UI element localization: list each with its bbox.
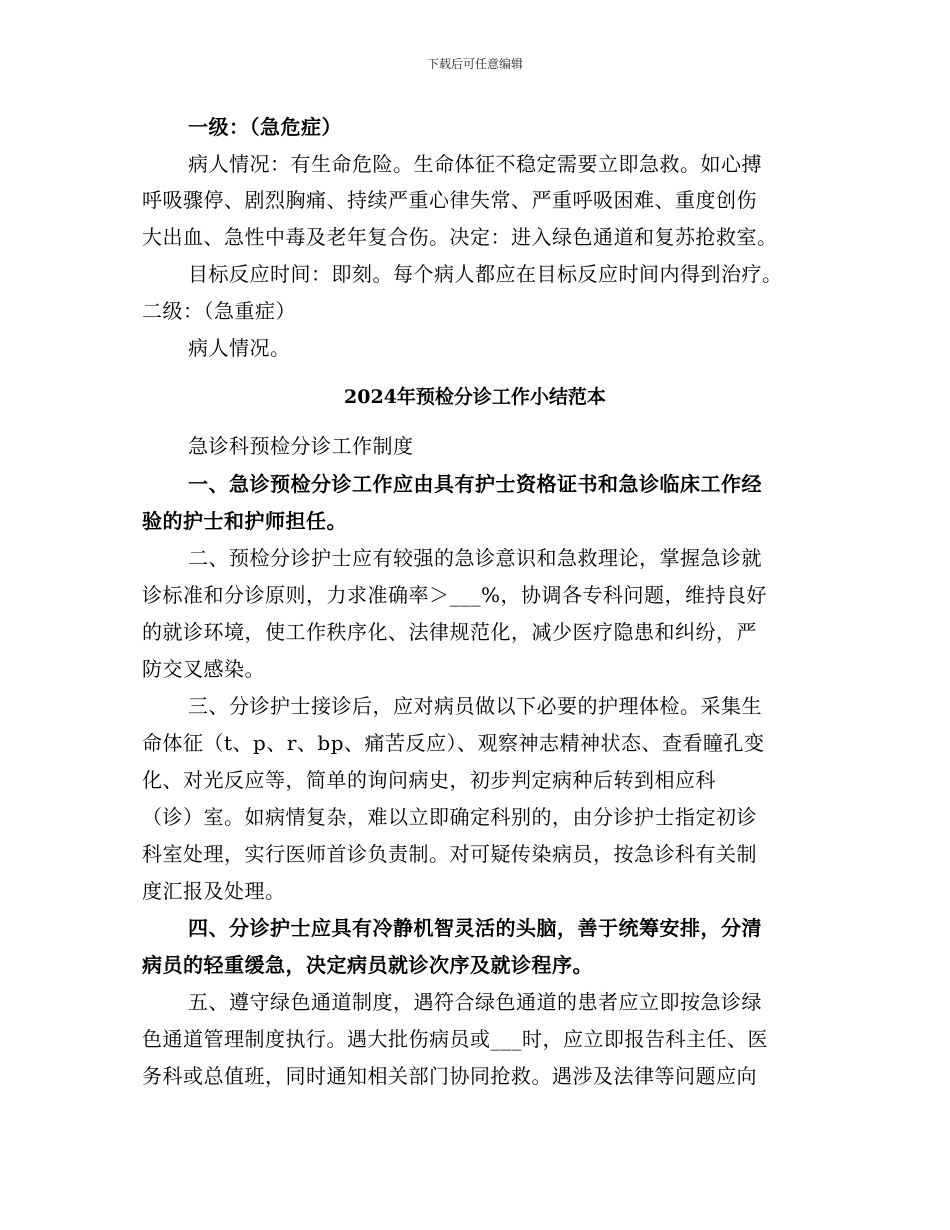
paragraph-line: 度汇报及处理。	[142, 879, 286, 903]
page-header: 下载后可任意编辑	[426, 57, 523, 71]
paragraph-line: 病人情况：有生命危险。生命体征不稳定需要立即急救。如心搏	[188, 152, 762, 176]
paragraph-line: 色通道管理制度执行。遇大批伤病员或___时，应立即报告科主任、医	[142, 1027, 768, 1051]
paragraph-line: 命体征（t、p、r、bp、痛苦反应）、观察神志精神状态、查看瞳孔变	[142, 731, 765, 755]
rule-four-line: 四、分诊护士应具有冷静机智灵活的头脑，善于统筹安排，分清	[188, 916, 762, 940]
paragraph-line: 诊标准和分诊原则，力求准确率＞___%，协调各专科问题，维持良好	[142, 583, 768, 607]
paragraph-line: 科室处理，实行医师首诊负责制。对可疑传染病员，按急诊科有关制	[142, 842, 757, 866]
paragraph-line: 病人情况。	[188, 336, 291, 360]
paragraph-line: 二、预检分诊护士应有较强的急诊意识和急救理论，掌握急诊就	[188, 546, 762, 570]
paragraph-line: 大出血、急性中毒及老年复合伤。决定：进入绿色通道和复苏抢救室。	[142, 225, 778, 249]
rule-four-line: 病员的轻重缓急，决定病员就诊次序及就诊程序。	[142, 953, 593, 977]
section-subtitle: 急诊科预检分诊工作制度	[188, 434, 414, 458]
paragraph-line: 目标反应时间：即刻。每个病人都应在目标反应时间内得到治疗。	[188, 262, 783, 286]
grade-two-heading: 二级：（急重症）	[142, 299, 296, 323]
rule-one-line: 验的护士和护师担任。	[142, 509, 347, 533]
paragraph-line: 务科或总值班，同时通知相关部门协同抢救。遇涉及法律等问题应向	[142, 1064, 757, 1088]
paragraph-line: 呼吸骤停、剧烈胸痛、持续严重心律失常、严重呼吸困难、重度创伤	[142, 188, 757, 212]
rule-one-line: 一、急诊预检分诊工作应由具有护士资格证书和急诊临床工作经	[188, 472, 762, 496]
paragraph-line: 化、对光反应等，简单的询问病史，初步判定病种后转到相应科	[142, 768, 716, 792]
paragraph-line: 防交叉感染。	[142, 657, 265, 681]
paragraph-line: 三、分诊护士接诊后，应对病员做以下必要的护理体检。采集生	[188, 694, 762, 718]
grade-one-heading: 一级：（急危症）	[188, 115, 342, 139]
paragraph-line: 五、遵守绿色通道制度，遇符合绿色通道的患者应立即按急诊绿	[188, 990, 762, 1014]
document-title: 2024年预检分诊工作小结范本	[344, 386, 606, 408]
paragraph-line: 的就诊环境，使工作秩序化、法律规范化，减少医疗隐患和纠纷，严	[142, 620, 757, 644]
paragraph-line: （诊）室。如病情复杂，难以立即确定科别的，由分诊护士指定初诊	[142, 805, 757, 829]
